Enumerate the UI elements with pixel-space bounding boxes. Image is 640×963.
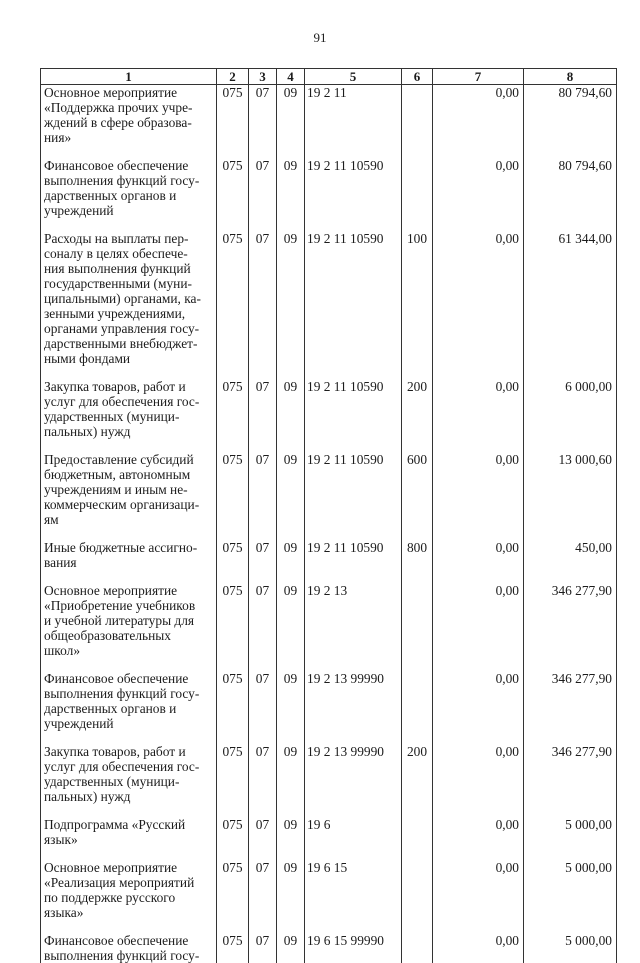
target-article-cell: 19 2 11 — [305, 85, 402, 159]
admin-code-cell: 075 — [217, 671, 249, 744]
expense-type-cell — [402, 158, 433, 231]
amount-col7-cell: 0,00 — [433, 860, 524, 933]
column-header-7: 7 — [433, 69, 524, 85]
target-article-cell: 19 6 15 — [305, 860, 402, 933]
expense-type-cell: 800 — [402, 540, 433, 583]
subsection-code-cell: 09 — [277, 744, 305, 817]
section-code-cell: 07 — [249, 379, 277, 452]
admin-code-cell: 075 — [217, 860, 249, 933]
amount-col8-cell: 346 277,90 — [524, 744, 617, 817]
expense-type-cell — [402, 817, 433, 860]
amount-col7-cell: 0,00 — [433, 231, 524, 379]
table-row — [41, 583, 617, 671]
admin-code-cell: 075 — [217, 231, 249, 379]
section-code-cell: 07 — [249, 860, 277, 933]
column-header-8: 8 — [524, 69, 617, 85]
table-row — [41, 817, 617, 860]
table-body — [41, 85, 617, 963]
table-row — [41, 540, 617, 583]
amount-col8-cell: 13 000,60 — [524, 452, 617, 540]
amount-col8-cell: 80 794,60 — [524, 158, 617, 231]
target-article-cell: 19 6 — [305, 817, 402, 860]
target-article-cell: 19 2 11 10590 — [305, 452, 402, 540]
amount-col7-cell: 0,00 — [433, 671, 524, 744]
section-code-cell: 07 — [249, 158, 277, 231]
admin-code-cell: 075 — [217, 744, 249, 817]
table-row — [41, 379, 617, 452]
section-code-cell: 07 — [249, 231, 277, 379]
subsection-code-cell: 09 — [277, 933, 305, 963]
expense-type-cell — [402, 860, 433, 933]
amount-col7-cell: 0,00 — [433, 933, 524, 963]
expense-type-cell: 100 — [402, 231, 433, 379]
admin-code-cell: 075 — [217, 933, 249, 963]
amount-col7-cell: 0,00 — [433, 85, 524, 159]
section-code-cell: 07 — [249, 540, 277, 583]
section-code-cell: 07 — [249, 817, 277, 860]
expense-type-cell: 200 — [402, 744, 433, 817]
amount-col8-cell: 80 794,60 — [524, 85, 617, 159]
amount-col8-cell: 6 000,00 — [524, 379, 617, 452]
table-row — [41, 744, 617, 817]
row-name-cell: Финансовое обеспечение выполнения функций госу- — [41, 933, 217, 963]
admin-code-cell: 075 — [217, 540, 249, 583]
admin-code-cell: 075 — [217, 452, 249, 540]
admin-code-cell: 075 — [217, 379, 249, 452]
row-name-cell: Основное мероприятие «Приобретение учебников и учебной литературы для общеобразовательных школ» — [41, 583, 217, 671]
target-article-cell: 19 2 13 99990 — [305, 671, 402, 744]
table-row — [41, 933, 617, 963]
subsection-code-cell: 09 — [277, 583, 305, 671]
subsection-code-cell: 09 — [277, 540, 305, 583]
amount-col7-cell: 0,00 — [433, 452, 524, 540]
target-article-cell: 19 2 11 10590 — [305, 231, 402, 379]
column-header-2: 2 — [217, 69, 249, 85]
subsection-code-cell: 09 — [277, 85, 305, 159]
admin-code-cell: 075 — [217, 158, 249, 231]
amount-col8-cell: 346 277,90 — [524, 583, 617, 671]
subsection-code-cell: 09 — [277, 452, 305, 540]
table-row — [41, 452, 617, 540]
amount-col8-cell: 5 000,00 — [524, 860, 617, 933]
expense-type-cell: 600 — [402, 452, 433, 540]
subsection-code-cell: 09 — [277, 231, 305, 379]
row-name-cell: Основное мероприятие «Реализация мероприятий по поддержке русского языка» — [41, 860, 217, 933]
section-code-cell: 07 — [249, 583, 277, 671]
row-name-cell: Подпрограмма «Русский язык» — [41, 817, 217, 860]
subsection-code-cell: 09 — [277, 817, 305, 860]
subsection-code-cell: 09 — [277, 860, 305, 933]
header-row — [41, 69, 617, 85]
amount-col7-cell: 0,00 — [433, 817, 524, 860]
table-row — [41, 85, 617, 159]
target-article-cell: 19 2 11 10590 — [305, 379, 402, 452]
expense-type-cell: 200 — [402, 379, 433, 452]
amount-col7-cell: 0,00 — [433, 540, 524, 583]
subsection-code-cell: 09 — [277, 379, 305, 452]
row-name-cell: Расходы на выплаты пер- соналу в целях обеспече- ния выполнения функций государственными (муни- ципальными) органами, ка- зенными учреждениями, органами управления госу- дарственными внебюджет- ными фондами — [41, 231, 217, 379]
section-code-cell: 07 — [249, 744, 277, 817]
amount-col8-cell: 450,00 — [524, 540, 617, 583]
target-article-cell: 19 2 11 10590 — [305, 540, 402, 583]
budget-table — [40, 68, 617, 963]
row-name-cell: Основное мероприятие «Поддержка прочих учре- ждений в сфере образова- ния» — [41, 85, 217, 159]
column-header-5: 5 — [305, 69, 402, 85]
amount-col8-cell: 5 000,00 — [524, 817, 617, 860]
target-article-cell: 19 2 13 99990 — [305, 744, 402, 817]
table-row — [41, 671, 617, 744]
row-name-cell: Финансовое обеспечение выполнения функций госу- дарственных органов и учреждений — [41, 671, 217, 744]
section-code-cell: 07 — [249, 933, 277, 963]
expense-type-cell — [402, 583, 433, 671]
subsection-code-cell: 09 — [277, 158, 305, 231]
column-header-3: 3 — [249, 69, 277, 85]
amount-col8-cell: 61 344,00 — [524, 231, 617, 379]
subsection-code-cell: 09 — [277, 671, 305, 744]
target-article-cell: 19 2 11 10590 — [305, 158, 402, 231]
column-header-1: 1 — [41, 69, 217, 85]
row-name-cell: Закупка товаров, работ и услуг для обеспечения гос- ударственных (муници- пальных) нужд — [41, 744, 217, 817]
section-code-cell: 07 — [249, 85, 277, 159]
section-code-cell: 07 — [249, 671, 277, 744]
row-name-cell: Финансовое обеспечение выполнения функций госу- дарственных органов и учреждений — [41, 158, 217, 231]
expense-type-cell — [402, 671, 433, 744]
expense-type-cell — [402, 85, 433, 159]
amount-col7-cell: 0,00 — [433, 744, 524, 817]
page-number: 91 — [0, 30, 640, 46]
target-article-cell: 19 2 13 — [305, 583, 402, 671]
amount-col7-cell: 0,00 — [433, 583, 524, 671]
admin-code-cell: 075 — [217, 85, 249, 159]
column-header-4: 4 — [277, 69, 305, 85]
table-row — [41, 158, 617, 231]
column-header-6: 6 — [402, 69, 433, 85]
target-article-cell: 19 6 15 99990 — [305, 933, 402, 963]
table-row — [41, 231, 617, 379]
table-row — [41, 860, 617, 933]
amount-col7-cell: 0,00 — [433, 158, 524, 231]
row-name-cell: Иные бюджетные ассигно- вания — [41, 540, 217, 583]
amount-col7-cell: 0,00 — [433, 379, 524, 452]
amount-col8-cell: 346 277,90 — [524, 671, 617, 744]
expense-type-cell — [402, 933, 433, 963]
admin-code-cell: 075 — [217, 817, 249, 860]
admin-code-cell: 075 — [217, 583, 249, 671]
row-name-cell: Предоставление субсидий бюджетным, автономным учреждениям и иным не- коммерческим организаци- ям — [41, 452, 217, 540]
section-code-cell: 07 — [249, 452, 277, 540]
amount-col8-cell: 5 000,00 — [524, 933, 617, 963]
row-name-cell: Закупка товаров, работ и услуг для обеспечения гос- ударственных (муници- пальных) нужд — [41, 379, 217, 452]
